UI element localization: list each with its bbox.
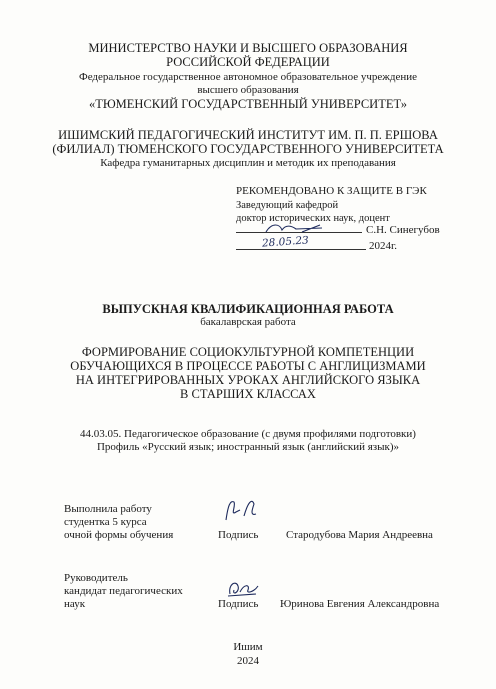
university-name: «ТЮМЕНСКИЙ ГОСУДАРСТВЕННЫЙ УНИВЕРСИТЕТ» (88, 97, 408, 111)
author-label-line-3: очной формы обучения (64, 529, 174, 541)
program-code: 44.03.05. Педагогическое образование (с двумя профилями подготовки) (80, 428, 416, 440)
institution-type-line-1: Федеральное государственное автономное образовательное учреждение (79, 71, 417, 83)
approval-position: Заведующий кафедрой (236, 200, 339, 211)
work-title-line-3: НА ИНТЕГРИРОВАННЫХ УРОКАХ АНГЛИЙСКОГО ЯЗЫКА (75, 373, 421, 387)
author-signature-label: Подпись (218, 529, 259, 541)
institution-type-line-2: высшего образования (197, 84, 299, 96)
work-title-line-2: ОБУЧАЮЩИХСЯ В ПРОЦЕССЕ РАБОТЫ С АНГЛИЦИЗМАМИ (70, 359, 426, 373)
footer-year: 2024 (237, 655, 259, 667)
approval-year: 2024г. (369, 240, 398, 252)
work-title-line-1: ФОРМИРОВАНИЕ СОЦИОКУЛЬТУРНОЙ КОМПЕТЕНЦИИ (81, 345, 415, 359)
work-type: ВЫПУСКНАЯ КВАЛИФИКАЦИОННАЯ РАБОТА (102, 302, 394, 316)
approval-title: РЕКОМЕНДОВАНО К ЗАЩИТЕ В ГЭК (236, 185, 427, 197)
institute-line-1: ИШИМСКИЙ ПЕДАГОГИЧЕСКИЙ ИНСТИТУТ ИМ. П. П. ЕРШОВА (58, 128, 438, 142)
supervisor-signature-label: Подпись (218, 598, 259, 610)
work-subtype: бакалаврская работа (200, 316, 296, 328)
ministry-line-2: РОССИЙСКОЙ ФЕДЕРАЦИИ (166, 55, 330, 69)
supervisor-name: Юринова Евгения Александровна (280, 598, 440, 610)
profile: Профиль «Русский язык; иностранный язык (английский язык)» (96, 441, 400, 453)
approval-degree: доктор исторических наук, доцент (236, 213, 390, 224)
handwritten-date: 28.05.23 (261, 234, 310, 250)
supervisor-label-line-1: Руководитель (64, 572, 128, 584)
supervisor-signature (224, 578, 264, 600)
head-signature (262, 220, 332, 236)
department-name: Кафедра гуманитарных дисциплин и методик их преподавания (100, 157, 396, 169)
author-name: Стародубова Мария Андреевна (286, 529, 433, 541)
head-name: С.Н. Синегубов (366, 224, 440, 236)
ministry-line-1: МИНИСТЕРСТВО НАУКИ И ВЫСШЕГО ОБРАЗОВАНИЯ (88, 41, 408, 55)
work-title-line-4: В СТАРШИХ КЛАССАХ (180, 387, 316, 401)
supervisor-label-line-2: кандидат педагогических (64, 585, 183, 597)
author-label-line-1: Выполнила работу (64, 503, 152, 515)
author-label-line-2: студентка 5 курса (64, 516, 147, 528)
footer-city: Ишим (233, 641, 263, 653)
supervisor-label-line-3: наук (64, 598, 86, 610)
approval-date-line (236, 249, 366, 250)
author-signature (222, 496, 266, 526)
institute-line-2: (ФИЛИАЛ) ТЮМЕНСКОГО ГОСУДАРСТВЕННОГО УНИВЕРСИТЕТА (52, 142, 444, 156)
